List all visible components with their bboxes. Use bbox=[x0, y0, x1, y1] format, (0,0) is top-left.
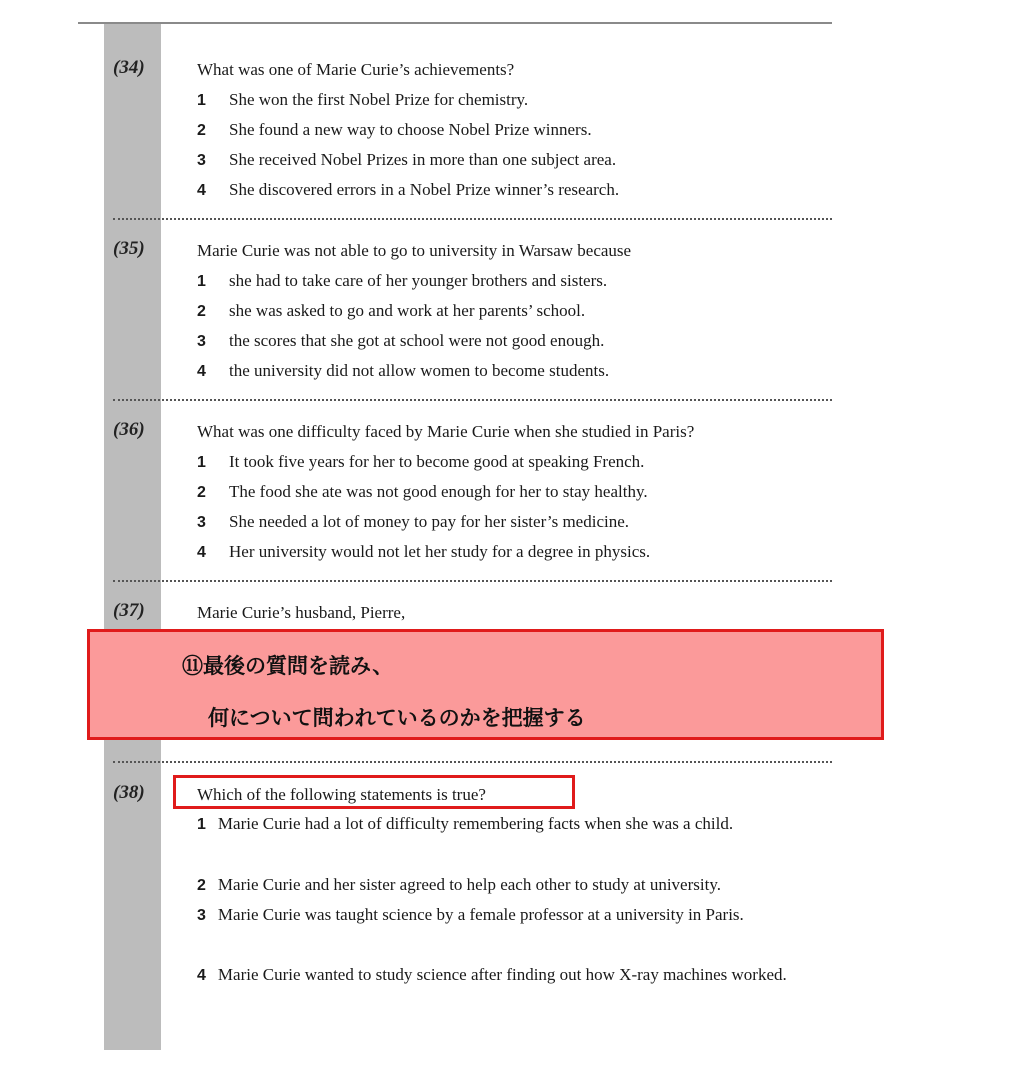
question-stem: What was one of Marie Curie’s achievements? bbox=[197, 60, 515, 79]
question-number: (36) bbox=[113, 419, 145, 440]
answer-option bbox=[197, 120, 592, 140]
question-number: (37) bbox=[113, 600, 145, 621]
question-number: (34) bbox=[113, 57, 145, 78]
answer-option bbox=[197, 452, 644, 472]
section-divider bbox=[113, 399, 832, 401]
option-number: 2 bbox=[197, 877, 206, 894]
answer-option bbox=[197, 512, 629, 532]
option-number: 2 bbox=[197, 303, 206, 320]
section-divider bbox=[113, 580, 832, 582]
option-text: She found a new way to choose Nobel Prize winners. bbox=[229, 120, 592, 139]
option-number: 1 bbox=[197, 816, 206, 833]
option-number: 1 bbox=[197, 273, 206, 290]
option-text: Marie Curie had a lot of difficulty remembering facts when she was a child. bbox=[217, 814, 734, 833]
option-text: She discovered errors in a Nobel Prize winner’s research. bbox=[229, 180, 620, 199]
option-number: 3 bbox=[197, 907, 206, 924]
option-number: 4 bbox=[197, 544, 206, 561]
highlight-box bbox=[173, 775, 575, 809]
callout-line-1: ⑪最後の質問を読み、 bbox=[182, 654, 394, 678]
option-text: The food she ate was not good enough for her to stay healthy. bbox=[229, 482, 648, 501]
option-number: 4 bbox=[197, 182, 206, 199]
option-text: She received Nobel Prizes in more than one subject area. bbox=[229, 150, 617, 169]
answer-option bbox=[197, 180, 619, 200]
question-number: (38) bbox=[113, 782, 145, 803]
answer-option bbox=[197, 90, 528, 110]
section-divider bbox=[113, 761, 832, 763]
question-number-column bbox=[104, 24, 161, 1050]
answer-option bbox=[197, 809, 832, 840]
answer-option bbox=[197, 482, 648, 502]
section-divider bbox=[113, 218, 832, 220]
option-text: Her university would not let her study for a degree in physics. bbox=[229, 542, 651, 561]
option-number: 1 bbox=[197, 454, 206, 471]
option-number: 3 bbox=[197, 152, 206, 169]
question-stem: Which of the following statements is true? bbox=[197, 785, 486, 804]
option-number: 4 bbox=[197, 363, 206, 380]
option-text: It took five years for her to become good at speaking French. bbox=[229, 452, 645, 471]
option-number: 3 bbox=[197, 514, 206, 531]
answer-option bbox=[197, 271, 607, 291]
answer-option bbox=[197, 301, 585, 321]
option-number: 1 bbox=[197, 92, 206, 109]
answer-option bbox=[197, 361, 609, 381]
option-text: She needed a lot of money to pay for her sister’s medicine. bbox=[229, 512, 630, 531]
question-number: (35) bbox=[113, 238, 145, 259]
option-text: Marie Curie was taught science by a female professor at a university in Paris. bbox=[217, 905, 744, 924]
question-stem: Marie Curie was not able to go to university in Warsaw because bbox=[197, 241, 632, 260]
callout-line-2: 何について問われているのかを把握する bbox=[208, 706, 586, 730]
answer-option bbox=[197, 331, 604, 351]
option-text: Marie Curie wanted to study science after finding out how X-ray machines worked. bbox=[217, 965, 787, 984]
question-stem: Marie Curie’s husband, Pierre, bbox=[197, 603, 406, 622]
option-text: she was asked to go and work at her parents’ school. bbox=[229, 301, 586, 320]
option-number: 3 bbox=[197, 333, 206, 350]
answer-option bbox=[197, 150, 616, 170]
option-text: the scores that she got at school were not good enough. bbox=[229, 331, 605, 350]
option-text: the university did not allow women to become students. bbox=[229, 361, 610, 380]
top-rule bbox=[78, 22, 832, 24]
answer-option bbox=[197, 870, 832, 901]
answer-option bbox=[197, 960, 832, 991]
option-text: Marie Curie and her sister agreed to help each other to study at university. bbox=[217, 875, 721, 894]
option-number: 4 bbox=[197, 967, 206, 984]
annotation-callout bbox=[87, 629, 884, 740]
option-number: 2 bbox=[197, 122, 206, 139]
answer-option bbox=[197, 900, 832, 931]
option-text: she had to take care of her younger brothers and sisters. bbox=[229, 271, 608, 290]
question-stem: What was one difficulty faced by Marie Curie when she studied in Paris? bbox=[197, 422, 695, 441]
answer-option bbox=[197, 542, 650, 562]
option-number: 2 bbox=[197, 484, 206, 501]
option-text: She won the first Nobel Prize for chemistry. bbox=[229, 90, 529, 109]
